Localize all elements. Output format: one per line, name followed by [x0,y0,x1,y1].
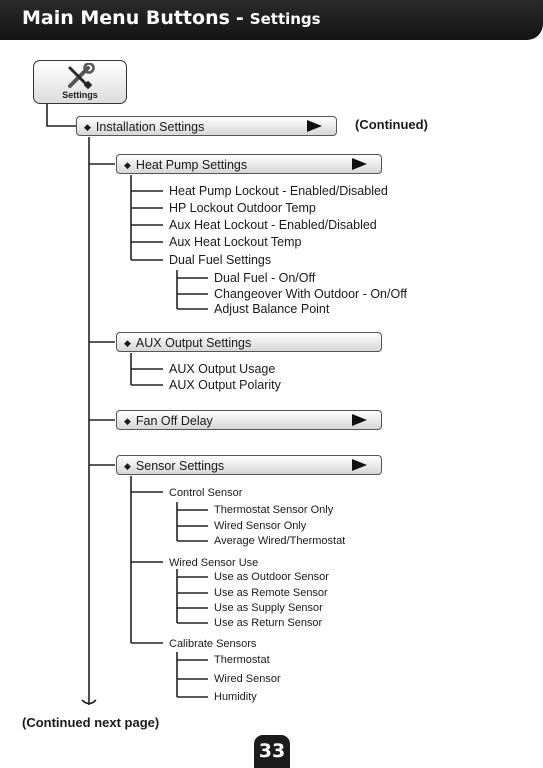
wired-sensor-use-option: Use as Return Sensor [214,617,323,629]
calibrate-option: Wired Sensor [214,673,281,685]
calibrate-option: Humidity [214,691,257,703]
installation-settings-button[interactable] [76,116,337,136]
fan-off-delay-button[interactable] [116,410,382,430]
control-sensor-heading: Control Sensor [169,487,243,499]
continued-note: (Continued) [355,117,428,132]
header-title: Main Menu Buttons [22,7,230,29]
control-sensor-option: Thermostat Sensor Only [214,504,334,516]
aux-output-settings-label: AUX Output Settings [135,336,252,350]
dual-fuel-option: Changeover With Outdoor - On/Off [214,287,407,301]
dual-fuel-option: Adjust Balance Point [214,302,330,316]
calibrate-sensors-heading: Calibrate Sensors [169,638,257,650]
play-arrow-icon [352,158,367,170]
settings-icon-label: Settings [62,90,98,100]
heat-pump-settings-label: Heat Pump Settings [135,158,248,172]
aux-output-option: AUX Output Usage [169,362,276,376]
diamond-bullet-icon: ◆ [124,160,131,170]
diamond-bullet-icon: ◆ [124,416,131,426]
heat-pump-option: Heat Pump Lockout - Enabled/Disabled [169,184,388,198]
diamond-bullet-icon: ◆ [124,461,131,471]
aux-output-option: AUX Output Polarity [169,378,281,392]
page-number-badge [254,735,290,768]
control-sensor-option: Average Wired/Thermostat [214,535,346,547]
wired-sensor-use-option: Use as Remote Sensor [214,587,328,599]
aux-output-settings-button[interactable] [116,332,382,352]
play-arrow-icon [352,414,367,426]
control-sensor-option: Wired Sensor Only [214,520,307,532]
heat-pump-option: Aux Heat Lockout - Enabled/Disabled [169,218,377,232]
sensor-settings-button[interactable] [116,455,382,475]
calibrate-option: Thermostat [214,654,270,666]
heat-pump-option: Aux Heat Lockout Temp [169,235,302,249]
heat-pump-settings-button[interactable] [116,154,382,174]
header-separator: - [235,7,244,29]
play-arrow-icon [307,120,322,132]
dual-fuel-option: Dual Fuel - On/Off [214,271,316,285]
diamond-bullet-icon: ◆ [124,338,131,348]
heat-pump-option: HP Lockout Outdoor Temp [169,201,316,215]
wired-sensor-use-heading: Wired Sensor Use [169,557,259,569]
diamond-bullet-icon: ◆ [84,122,91,132]
wired-sensor-use-option: Use as Outdoor Sensor [214,571,329,583]
play-arrow-icon [352,459,367,471]
heat-pump-option: Dual Fuel Settings [169,253,272,267]
sensor-settings-label: Sensor Settings [135,459,225,473]
settings-icon-button[interactable] [33,60,127,104]
wired-sensor-use-option: Use as Supply Sensor [214,602,323,614]
wrench-screwdriver-icon [64,63,96,91]
page-number: 33 [258,740,286,762]
fan-off-delay-label: Fan Off Delay [135,414,213,428]
continued-next-page-note: (Continued next page) [22,715,160,730]
installation-settings-label: Installation Settings [95,120,205,134]
header-subtitle: Settings [249,10,321,28]
